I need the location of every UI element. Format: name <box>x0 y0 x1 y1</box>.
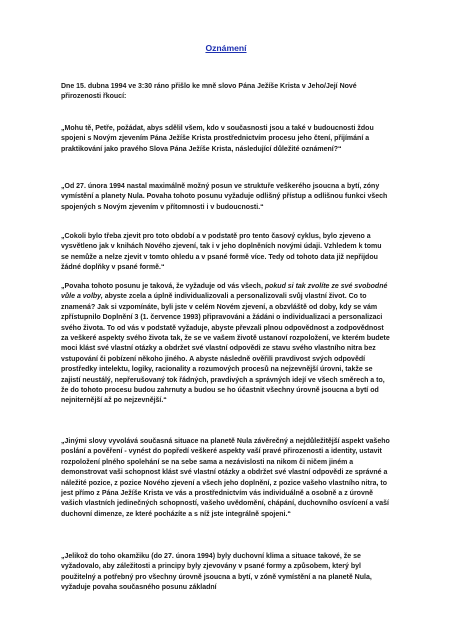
paragraph-6: „Jelikož do toho okamžiku (do 27. února 1994) byly duchovní klima a situace takové, že se vyžadovalo, aby záležitosti a principy byly zjevovány v psané formy a způsobem, který byl použitelný a potřebný pro všechny úrovně jsoucna a bytí, v zóně vymístění a na planetě Nula, vyžaduje povaha současného posunu základní <box>61 553 372 592</box>
paragraph-2: „Od 27. února 1994 nastal maximálně možný posun ve struktuře veškerého jsoucna a bytí, zóny vymístění a planety Nula. Povaha tohoto posunu vyžaduje odlišný přístup a odlišnou funkci všech spojených s Novým zjevením v přítomnosti i v budoucnosti.“ <box>61 183 388 211</box>
intro-paragraph: Dne 15. dubna 1994 ve 3:30 ráno přišlo ke mně slovo Pána Ježíše Krista v Jeho/Její Nové přirozenosti řkoucí: <box>61 83 357 101</box>
paragraph-3: „Cokoli bylo třeba zjevit pro toto období a v podstatě pro tento časový cyklus, bylo zjeveno a vysvětleno jak v knihách Nového zjevení, tak i v jeho doplněních novými údaji. Vzhledem k tomu se nemůže a nelze zjevit v tomto ohledu a v psané formě více. Tedy od tohoto data již nepřijdou žádné doplňky v psané formě.“ <box>61 233 382 272</box>
paragraph-4 <box>61 282 391 407</box>
paragraph-5: „Jinými slovy vyvolává současná situace na planetě Nula závěrečný a nejdůležitější aspekt vašeho poslání a pověření - vynést do popředí veškeré aspekty vaší pravé přirozenosti a identity, ustavit rozpoložení plného spolehání se na sebe sama a nezávislosti na nikom či ničem jiném a demonstrovat vaši schopnost klást své vlastní otázky a obdržet své vlastní odpovědi ze správné a náležité pozice, z pozice Nového zjevení a všech jeho doplnění, z pozice vašeho vlastního nitra, to jest přímo z Pána Ježíše Krista ve vás a prostřednictvím vás individuálně a osobně a z úrovně vašich vlastních jedinečných schopností, vašeho uvědomění, chápání, duchovního osvícení a vaší duchovní dimenze, ze které pocházíte a s níž jste integrálně spojeni.“ <box>61 438 390 518</box>
paragraph-4-start: „Povaha tohoto posunu je taková, že vyžaduje od vás všech, <box>61 283 265 290</box>
paragraph-4-italic: pokud si tak zvolíte ze své svobodné vůle a volby, <box>61 283 388 301</box>
document-title: Oznámení <box>205 43 247 53</box>
paragraph-1: „Mohu tě, Petře, požádat, abys sdělil všem, kdo v současnosti jsou a také v budoucnosti ždou spojeni s Novým zjevením Pána Ježíše Krista prostřednictvím procesu jeho čtení, přijímání a praktikování jako pravého Slova Pána Ježíše Krista, následující důležité oznámení?“ <box>61 125 374 153</box>
paragraph-4-rest: abyste zcela a úplně individualizovali a personalizovali svůj vlastní život. Co to znamená? Jak si vzpomínáte, byli jste v celém Novém zjevení, a obzvláště od doby, kdy se vám zpřístupnilo Doplnění 3 (1. července 1993) připravováni a žádáni o individualizaci a personalizaci svého života. To od vás v podstatě vyžaduje, abyste převzali plnou odpovědnost a zodpovědnost za veškeré aspekty svého života tak, že se ve vašem životě ustanoví rozpoložení, ve kterém budete moci klást své vlastní otázky a obdržet své vlastní odpovědi ze stavu svého vlastního nitra bez vstupování či pobízení někoho jiného. A abyste následně ověřili pravdivost svých odpovědí prostředky intelektu, logiky, racionality a rozumových procesů na nejzevnější úrovni, takže se zajistí neustálý, nepřerušovaný tok řádných, pravdivých a správných idejí ve všech směrech a to, že do tohoto procesu budou zahrnuty a budou se ho účastnit všechny úrovně jsoucna a bytí od nejniternější až po nejzevnější.“ <box>61 293 390 405</box>
